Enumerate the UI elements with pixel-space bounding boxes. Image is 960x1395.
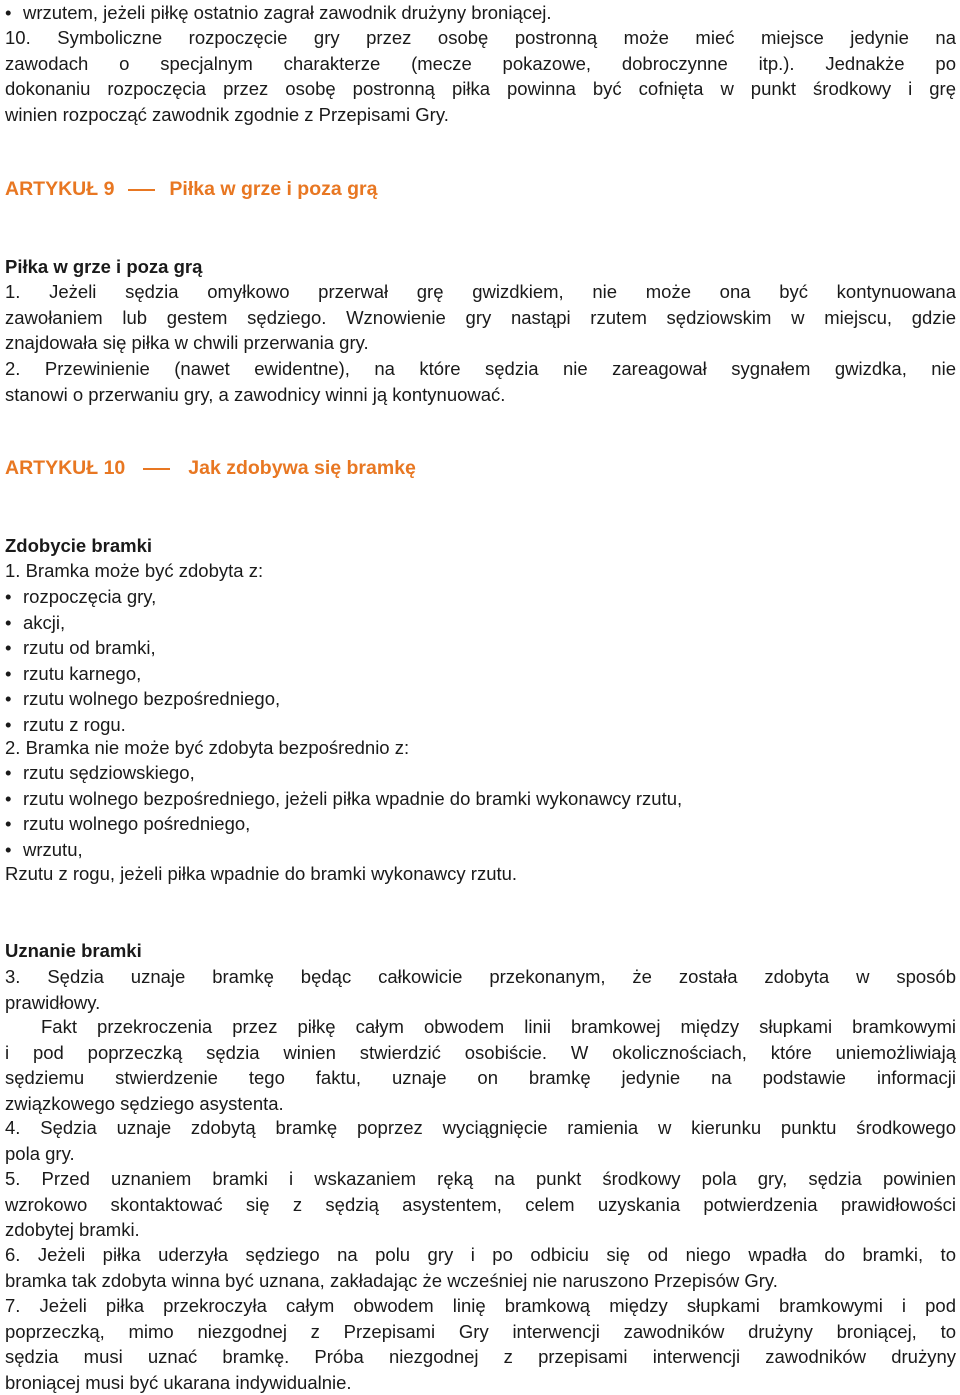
list-1 xyxy=(5,584,280,738)
article-9-title: ARTYKUŁ 9 Piłka w grze i poza grą xyxy=(5,178,378,200)
bullet-icon: • xyxy=(5,611,12,633)
section-heading: Zdobycie bramki xyxy=(5,535,153,556)
bullet-icon: • xyxy=(5,2,12,23)
list-item: • rozpoczęcia gry, xyxy=(5,584,280,610)
section-heading: Uznanie bramki xyxy=(5,940,142,961)
paragraph-2: 2. Przewinienie (nawet ewidentne), na które sędzia nie zareagował sygnałem gwizdka, nie stanowi o przerwaniu gry, a zawodnicy winni ją kontynuować. xyxy=(5,358,956,405)
paragraph-1: 1. Jeżeli sędzia omyłkowo przerwał grę gwizdkiem, nie może ona być kontynuowana zawołaniem lub gestem sędziego. Wznowienie gry nastąpi rzutem sędziowskim w miejscu, gdzie znajdowała się piłka w chwili przerwania gry. xyxy=(5,281,956,354)
paragraph-3b: Fakt przekroczenia przez piłkę całym obwodem linii bramkowej między słupkami bramkowymi i pod poprzeczką sędzia winien stwierdzić osobiście. W okolicznościach, które uniemożliwiają sędziemu stwierdzenie tego faktu, uznaje on bramkę jedynie na podstawie informacji związkowego sędziego asystenta. xyxy=(5,1016,956,1114)
bullet-icon: • xyxy=(5,838,12,860)
paragraph-4: 4. Sędzia uznaje zdobytą bramkę poprzez wyciągnięcie ramienia w kierunku punktu środkowego pola gry. xyxy=(5,1117,956,1164)
bullet-icon: • xyxy=(5,787,12,809)
list-2 xyxy=(5,760,682,862)
article-10-title: ARTYKUŁ 10 Jak zdobywa się bramkę xyxy=(5,457,416,479)
paragraph-3: 3. Sędzia uznaje bramkę będąc całkowicie przekonanym, że została zdobyta w sposób prawidłowy. xyxy=(5,966,956,1013)
bullet-icon: • xyxy=(5,688,12,710)
bullet-icon: • xyxy=(5,762,12,783)
paragraph-tail: Rzutu z rogu, jeżeli piłka wpadnie do bramki wykonawcy rzutu. xyxy=(5,863,518,884)
list-item: • rzutu wolnego bezpośredniego, jeżeli piłka wpadnie do bramki wykonawcy rzutu, xyxy=(5,786,682,812)
section-heading: Piłka w grze i poza grą xyxy=(5,256,203,277)
title-dash xyxy=(128,189,155,191)
bullet-icon: • xyxy=(5,662,12,684)
paragraph-5: 5. Przed uznaniem bramki i wskazaniem ręką na punkt środkowy pola gry, sędzia powinien wzrokowo skontaktować się z sędzią asystentem, celem uzyskania potwierdzenia prawidłowości zdobytej bramki. xyxy=(5,1168,956,1241)
bullet-icon: • xyxy=(5,713,12,735)
paragraph-6: 6. Jeżeli piłka uderzyła sędziego na polu gry i po odbiciu się od niego wpadła do bramki, to bramka tak zdobyta winna być uznana, zakładając że wcześniej nie naruszono Przepisów Gry. xyxy=(5,1244,956,1291)
list-item: • akcji, xyxy=(5,610,280,636)
paragraph-10: 10. Symboliczne rozpoczęcie gry przez osobę postronną może mieć miejsce jedynie na zawodach o specjalnym charakterze (mecze pokazowe, dobroczynne itp.). Jednakże po dokonaniu rozpoczęcia przez osobę postronną piłka powinna być cofnięta w punkt środkowy i grę winien rozpocząć zawodnik zgodnie z Przepisami Gry. xyxy=(5,27,956,125)
bullet-icon: • xyxy=(5,586,12,607)
title-dash xyxy=(143,468,170,470)
list-item: • rzutu sędziowskiego, xyxy=(5,760,682,786)
bullet-icon: • xyxy=(5,637,12,659)
list-item: • rzutu wolnego pośredniego, xyxy=(5,811,682,837)
list-item: • rzutu wolnego bezpośredniego, xyxy=(5,686,280,712)
list-item: • wrzutem, jeżeli piłkę ostatnio zagrał zawodnik drużyny broniącej. xyxy=(5,0,552,26)
paragraph-intro: 2. Bramka nie może być zdobyta bezpośrednio z: xyxy=(5,737,410,758)
list-item: • rzutu z rogu. xyxy=(5,712,280,738)
paragraph-7: 7. Jeżeli piłka przekroczyła całym obwodem linię bramkową między słupkami bramkowymi i pod poprzeczką, mimo niezgodnej z Przepisami Gry interwencji zawodników drużyny broniącej, to sędzia musi uznać bramkę. Próba niezgodnej z przepisami interwencji zawodników drużyny broniącej musi być ukarana indywidualnie. xyxy=(5,1295,956,1393)
list-item: • rzutu od bramki, xyxy=(5,635,280,661)
paragraph-intro: 1. Bramka może być zdobyta z: xyxy=(5,560,264,581)
list-item: • wrzutu, xyxy=(5,837,682,863)
list-item: • rzutu karnego, xyxy=(5,661,280,687)
bullet-icon: • xyxy=(5,813,12,835)
